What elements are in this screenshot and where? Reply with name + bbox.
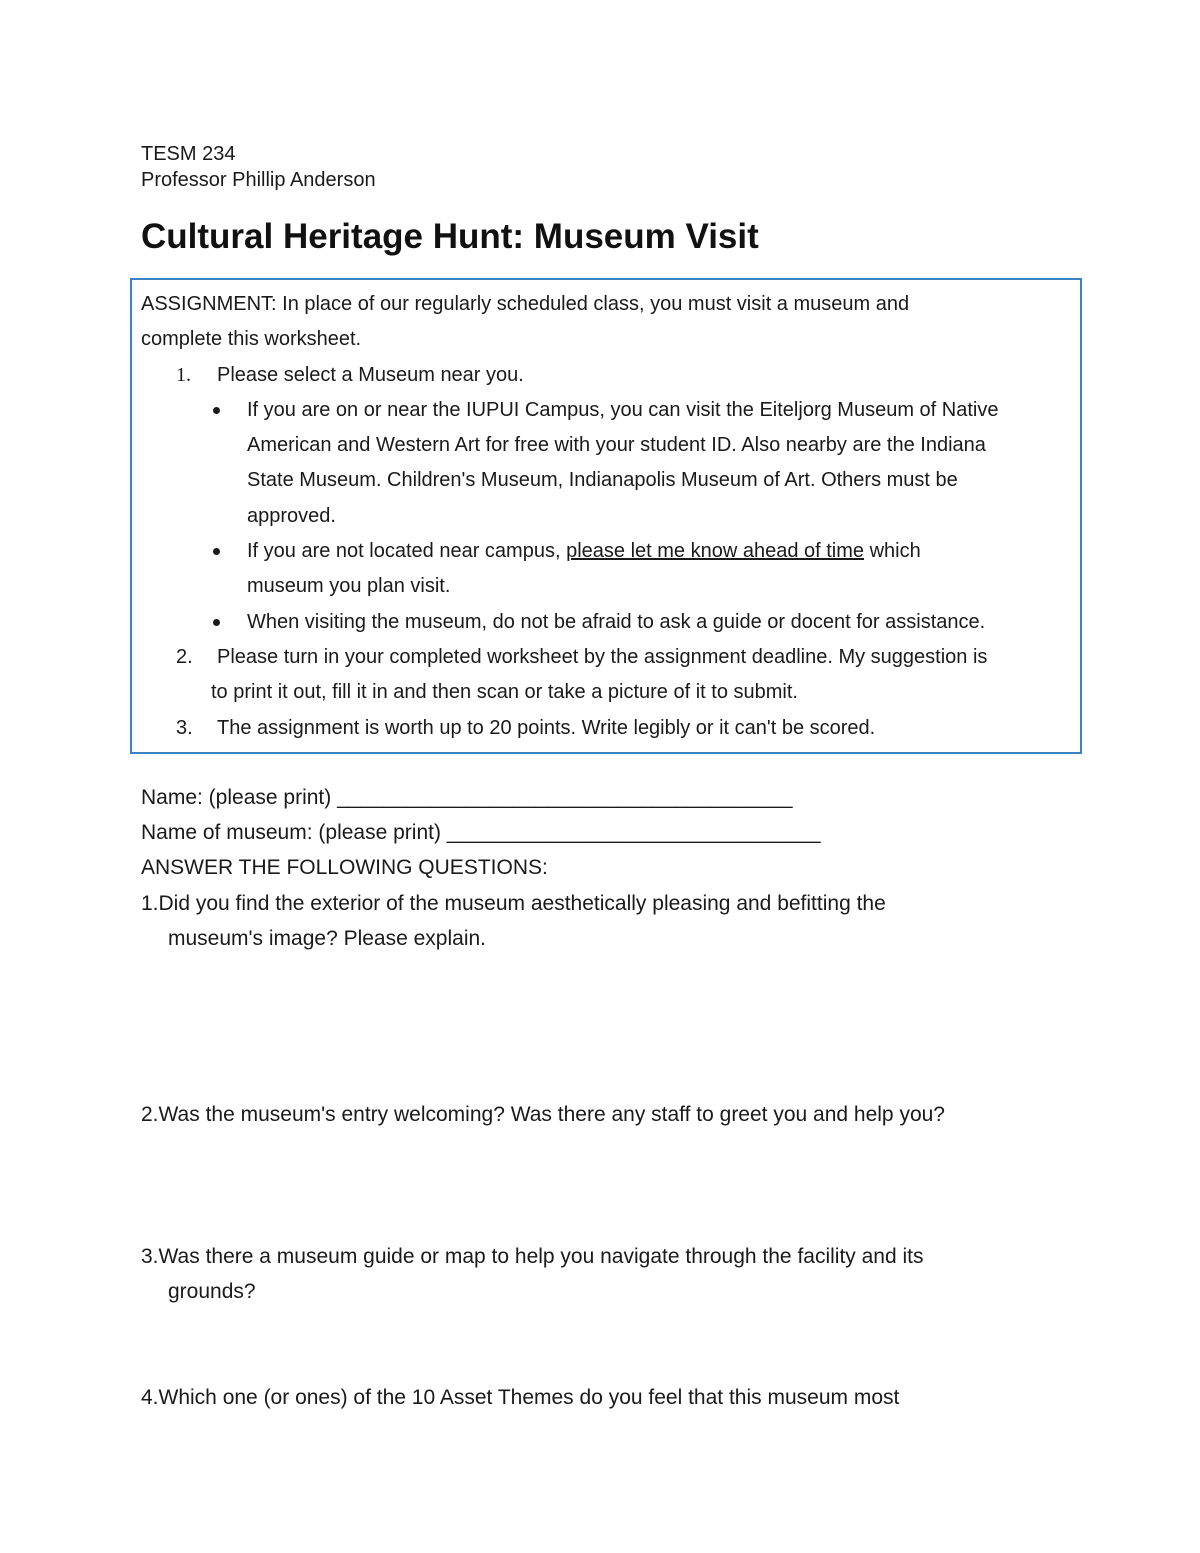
item-1-text: Please select a Museum near you. — [217, 364, 524, 386]
item-2-number: 2. — [176, 646, 193, 668]
bullet-2-line-1 — [247, 538, 921, 564]
museum-name-field-line: Name of museum: (please print) ________________________________ — [141, 821, 821, 844]
item-2-line-2: to print it out, fill it in and then scan or take a picture of it to submit. — [211, 681, 798, 703]
item-1-number: 1. — [176, 364, 191, 386]
question-4-line-1: 4.Which one (or ones) of the 10 Asset Themes do you feel that this museum most — [141, 1386, 900, 1409]
bullet-icon — [213, 407, 220, 414]
professor-name: Professor Phillip Anderson — [141, 169, 376, 191]
question-3-line-2: grounds? — [168, 1280, 256, 1303]
item-3-text: The assignment is worth up to 20 points. Write legibly or it can't be scored. — [217, 717, 876, 739]
course-code: TESM 234 — [141, 143, 236, 165]
name-field-line: Name: (please print) _______________________________________ — [141, 786, 793, 809]
bullet-2-text-before: If you are not located near campus, — [247, 540, 567, 562]
item-3-number: 3. — [176, 717, 193, 739]
page-title: Cultural Heritage Hunt: Museum Visit — [141, 217, 759, 256]
question-2-line-1: 2.Was the museum's entry welcoming? Was there any staff to greet you and help you? — [141, 1103, 945, 1126]
bullet-1-line-3: State Museum. Children's Museum, Indianapolis Museum of Art. Others must be — [247, 469, 958, 491]
item-2-line-1: Please turn in your completed worksheet by the assignment deadline. My suggestion is — [217, 646, 988, 668]
bullet-icon — [213, 548, 220, 555]
question-1-line-1: 1.Did you find the exterior of the museum aesthetically pleasing and befitting the — [141, 892, 886, 915]
bullet-2-line-2: museum you plan visit. — [247, 575, 451, 597]
bullet-icon — [213, 619, 220, 626]
bullet-2-text-after: which — [864, 540, 921, 562]
bullet-1-line-1: If you are on or near the IUPUI Campus, you can visit the Eiteljorg Museum of Native — [247, 399, 999, 421]
assignment-intro-line-2: complete this worksheet. — [141, 328, 362, 350]
bullet-3-line-1: When visiting the museum, do not be afraid to ask a guide or docent for assistance. — [247, 611, 986, 633]
question-3-line-1: 3.Was there a museum guide or map to help you navigate through the facility and its — [141, 1245, 924, 1268]
bullet-2-underlined-text: please let me know ahead of time — [566, 540, 865, 562]
assignment-intro-line-1: ASSIGNMENT: In place of our regularly scheduled class, you must visit a museum and — [141, 293, 910, 315]
bullet-1-line-2: American and Western Art for free with your student ID. Also nearby are the Indiana — [247, 434, 986, 456]
question-1-line-2: museum's image? Please explain. — [168, 927, 487, 950]
questions-instructions: ANSWER THE FOLLOWING QUESTIONS: — [141, 856, 548, 879]
bullet-1-line-4: approved. — [247, 505, 336, 527]
